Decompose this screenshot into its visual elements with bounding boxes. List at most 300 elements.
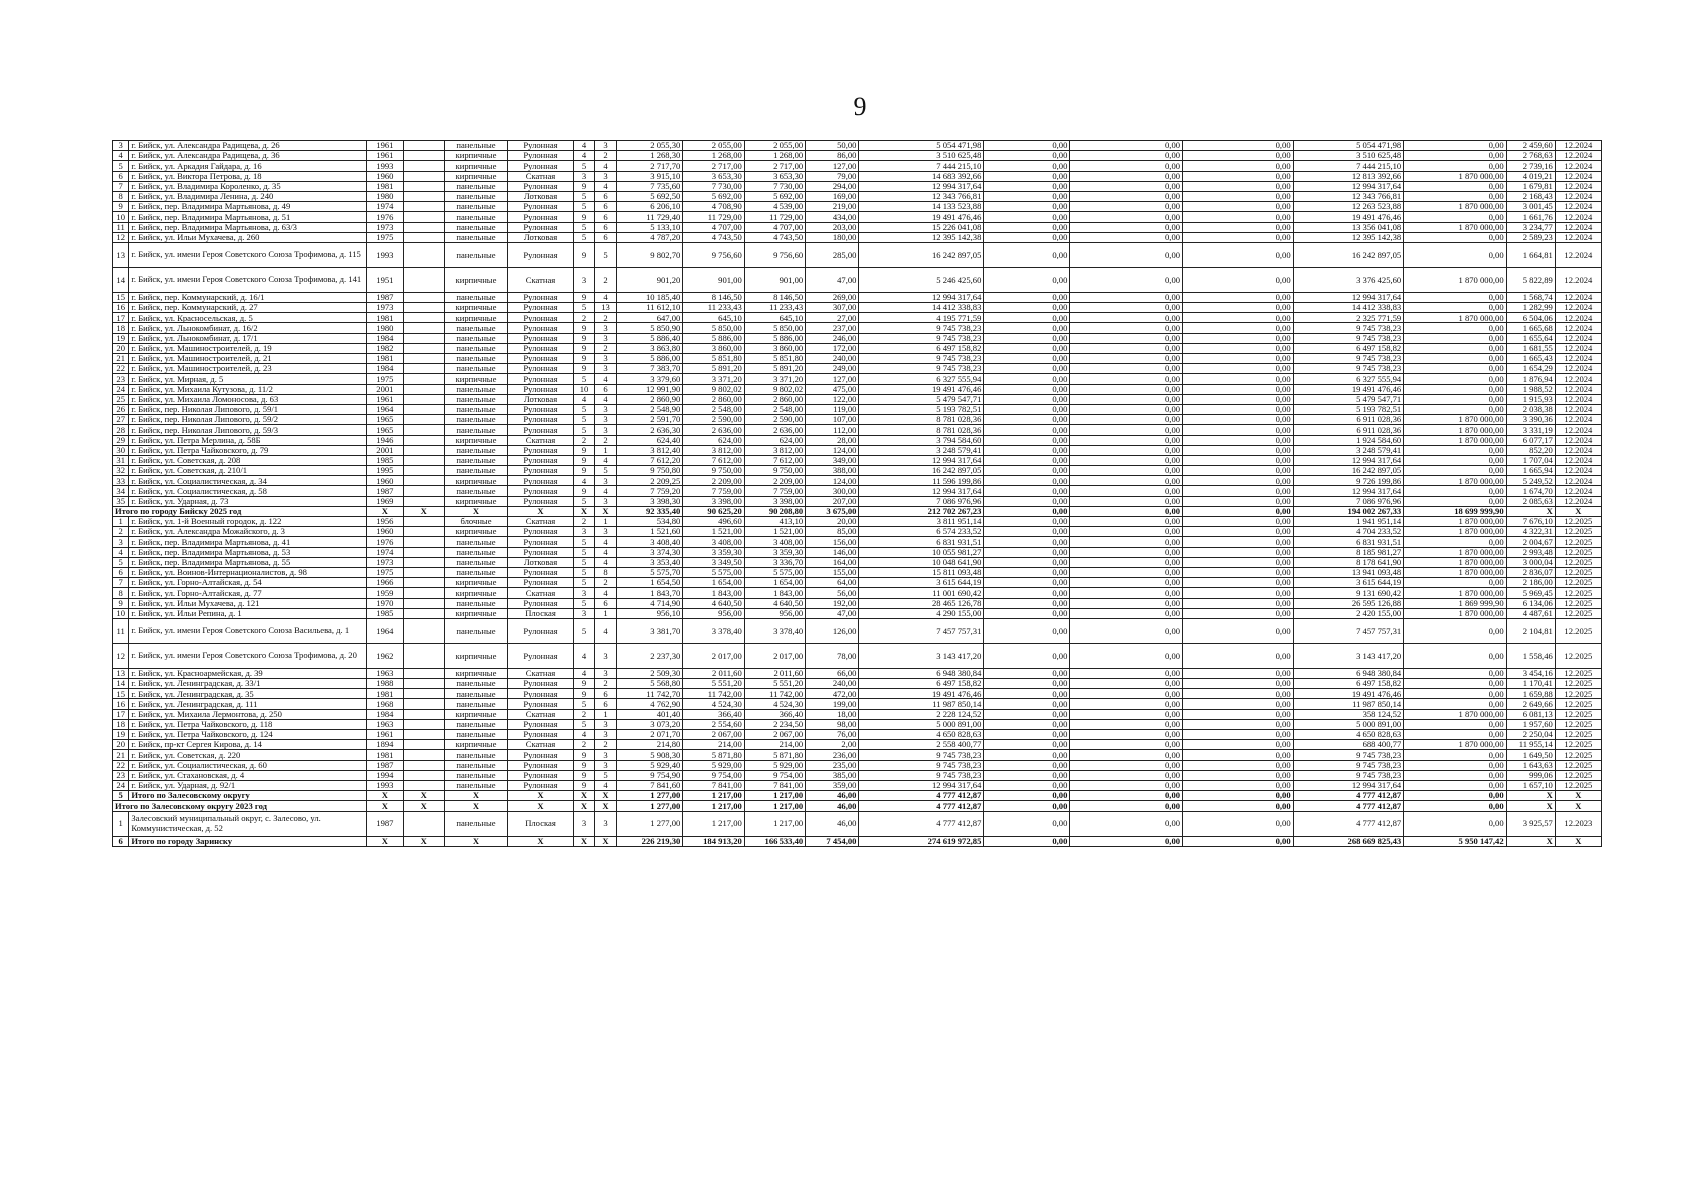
- row-number: 9: [113, 202, 129, 212]
- cell-f2: 0,00: [1070, 374, 1183, 384]
- cell-f3: 0,00: [1183, 313, 1294, 323]
- cell-en: X: [595, 801, 617, 811]
- cell-cost: 12 343 766,81: [859, 191, 984, 201]
- cell-year: 1976: [366, 537, 403, 547]
- cell-a2: 90 625,20: [683, 506, 744, 516]
- cell-f1: 0,00: [984, 374, 1070, 384]
- cell-f2: 0,00: [1070, 202, 1183, 212]
- cell-reg: 9 745 738,23: [1293, 354, 1404, 364]
- cell-roof: Рулонная: [508, 455, 574, 465]
- cell-f3: 0,00: [1183, 333, 1294, 343]
- address-cell: г. Бийск, ул. Владимира Короленко, д. 35: [129, 181, 367, 191]
- cell-f3: 0,00: [1183, 618, 1294, 643]
- row-number: 16: [113, 699, 129, 709]
- cell-unit: 7 676,10: [1506, 517, 1555, 527]
- cell-a3: 4 539,00: [744, 202, 805, 212]
- row-number: 25: [113, 394, 129, 404]
- cell-mat: кирпичные: [444, 171, 507, 181]
- cell-en: X: [595, 791, 617, 801]
- address-cell: г. Бийск, ул. Советская, д. 208: [129, 455, 367, 465]
- cell-a3: 2 590,00: [744, 415, 805, 425]
- cell-a1: 7 612,20: [616, 455, 683, 465]
- cell-year: 1987: [366, 811, 403, 836]
- cell-a2: 2 011,60: [683, 668, 744, 678]
- address-cell: г. Бийск, ул. Аркадия Гайдара, д. 16: [129, 161, 367, 171]
- cell-reg: 12 343 766,81: [1293, 191, 1404, 201]
- cell-date: 12.2025: [1555, 689, 1601, 699]
- row-number: 19: [113, 333, 129, 343]
- table-row: [113, 425, 1602, 435]
- cell-f1: 0,00: [984, 679, 1070, 689]
- cell-roof: Рулонная: [508, 730, 574, 740]
- cell-f2: 0,00: [1070, 364, 1183, 374]
- cell-a2: 3 371,20: [683, 374, 744, 384]
- cell-own: 1 870 000,00: [1404, 740, 1506, 750]
- cell-mat: панельные: [444, 364, 507, 374]
- cell-f1: 0,00: [984, 598, 1070, 608]
- cell-unit: 3 001,45: [1506, 202, 1555, 212]
- cell-c3: [403, 191, 444, 201]
- cell-roof: Рулонная: [508, 303, 574, 313]
- cell-reg: 6 948 380,84: [1293, 668, 1404, 678]
- row-number: 23: [113, 374, 129, 384]
- cell-roof: Рулонная: [508, 750, 574, 760]
- cell-f1: 0,00: [984, 699, 1070, 709]
- cell-fl: 4: [573, 643, 595, 668]
- cell-roof: Рулонная: [508, 486, 574, 496]
- table-row: [113, 303, 1602, 313]
- cell-mat: панельные: [444, 750, 507, 760]
- cell-f3: 0,00: [1183, 404, 1294, 414]
- cell-unit: 1 674,70: [1506, 486, 1555, 496]
- cell-p: 434,00: [806, 212, 859, 222]
- table-body: [113, 141, 1602, 847]
- cell-own: 0,00: [1404, 181, 1506, 191]
- cell-fl: 9: [573, 323, 595, 333]
- cell-fl: 9: [573, 689, 595, 699]
- cell-unit: 1 568,74: [1506, 292, 1555, 302]
- cell-f3: 0,00: [1183, 151, 1294, 161]
- cell-fl: 4: [573, 394, 595, 404]
- row-number: 15: [113, 689, 129, 699]
- cell-a1: 12 991,90: [616, 384, 683, 394]
- cell-f1: 0,00: [984, 404, 1070, 414]
- cell-date: 12.2025: [1555, 740, 1601, 750]
- cell-roof: Рулонная: [508, 527, 574, 537]
- cell-date: 12.2025: [1555, 588, 1601, 598]
- cell-date: 12.2024: [1555, 384, 1601, 394]
- cell-a3: 645,10: [744, 313, 805, 323]
- cell-unit: 2 168,43: [1506, 191, 1555, 201]
- cell-mat: кирпичные: [444, 740, 507, 750]
- cell-a2: 3 398,00: [683, 496, 744, 506]
- cell-p: 269,00: [806, 292, 859, 302]
- cell-p: 2,00: [806, 740, 859, 750]
- cell-f1: 0,00: [984, 343, 1070, 353]
- cell-fl: 3: [573, 527, 595, 537]
- cell-a3: 4 640,50: [744, 598, 805, 608]
- cell-a3: 1 843,00: [744, 588, 805, 598]
- cell-reg: 16 242 897,05: [1293, 466, 1404, 476]
- cell-year: 1981: [366, 689, 403, 699]
- cell-roof: Скатная: [508, 709, 574, 719]
- row-number: 21: [113, 354, 129, 364]
- cell-a1: 5 850,90: [616, 323, 683, 333]
- row-number: 8: [113, 588, 129, 598]
- cell-year: 1980: [366, 323, 403, 333]
- row-number: 22: [113, 364, 129, 374]
- cell-f1: 0,00: [984, 476, 1070, 486]
- cell-year: 1966: [366, 578, 403, 588]
- cell-c3: [403, 557, 444, 567]
- cell-c3: [403, 323, 444, 333]
- cell-date: 12.2024: [1555, 476, 1601, 486]
- cell-a1: 5 133,10: [616, 222, 683, 232]
- address-cell: г. Бийск, ул. 1-й Военный городок, д. 122: [129, 517, 367, 527]
- cell-a2: 2 860,00: [683, 394, 744, 404]
- cell-fl: 9: [573, 750, 595, 760]
- cell-fl: 3: [573, 588, 595, 598]
- cell-f3: 0,00: [1183, 608, 1294, 618]
- cell-own: 0,00: [1404, 161, 1506, 171]
- cell-c3: [403, 730, 444, 740]
- cell-own: 1 870 000,00: [1404, 588, 1506, 598]
- cell-own: 0,00: [1404, 770, 1506, 780]
- cell-f2: 0,00: [1070, 668, 1183, 678]
- cell-roof: X: [508, 791, 574, 801]
- cell-p: 122,00: [806, 394, 859, 404]
- cell-own: 1 870 000,00: [1404, 435, 1506, 445]
- cell-p: 119,00: [806, 404, 859, 414]
- cell-roof: Скатная: [508, 668, 574, 678]
- table-row: [113, 415, 1602, 425]
- cell-mat: панельные: [444, 404, 507, 414]
- cell-reg: 268 669 825,43: [1293, 836, 1404, 846]
- address-cell: г. Бийск, пер. Владимира Мартьянова, д. 55: [129, 557, 367, 567]
- cell-a2: 3 812,00: [683, 445, 744, 455]
- cell-date: 12.2025: [1555, 557, 1601, 567]
- cell-p: 219,00: [806, 202, 859, 212]
- cell-unit: 11 955,14: [1506, 740, 1555, 750]
- cell-date: 12.2025: [1555, 750, 1601, 760]
- cell-roof: Рулонная: [508, 770, 574, 780]
- cell-f2: 0,00: [1070, 811, 1183, 836]
- table-row: [113, 343, 1602, 353]
- cell-f1: 0,00: [984, 517, 1070, 527]
- cell-f2: 0,00: [1070, 780, 1183, 790]
- cell-en: 6: [595, 384, 617, 394]
- cell-a2: 8 146,50: [683, 292, 744, 302]
- cell-en: 3: [595, 141, 617, 151]
- address-cell: г. Бийск, пр-кт Сергея Кирова, д. 14: [129, 740, 367, 750]
- cell-f2: 0,00: [1070, 486, 1183, 496]
- cell-c3: X: [403, 836, 444, 846]
- cell-f2: 0,00: [1070, 598, 1183, 608]
- cell-cost: 9 745 738,23: [859, 323, 984, 333]
- cell-a3: 11 742,00: [744, 689, 805, 699]
- cell-f2: 0,00: [1070, 770, 1183, 780]
- cell-date: 12.2025: [1555, 517, 1601, 527]
- address-cell: г. Бийск, ул. Михаила Кутузова, д. 11/2: [129, 384, 367, 394]
- cell-mat: панельные: [444, 486, 507, 496]
- cell-a2: 2 548,00: [683, 404, 744, 414]
- cell-a1: 2 071,70: [616, 730, 683, 740]
- cell-date: 12.2024: [1555, 267, 1601, 292]
- cell-own: 0,00: [1404, 242, 1506, 267]
- table-row: [113, 730, 1602, 740]
- address-cell: г. Бийск, пер. Николая Липового, д. 59/3: [129, 425, 367, 435]
- cell-reg: 194 002 267,33: [1293, 506, 1404, 516]
- table-row: [113, 557, 1602, 567]
- cell-a1: 1 277,00: [616, 811, 683, 836]
- cell-a1: 9 754,90: [616, 770, 683, 780]
- row-number: 12: [113, 643, 129, 668]
- cell-date: 12.2025: [1555, 668, 1601, 678]
- cell-en: 4: [595, 780, 617, 790]
- cell-c3: [403, 780, 444, 790]
- cell-unit: 2 459,60: [1506, 141, 1555, 151]
- cell-fl: 5: [573, 547, 595, 557]
- cell-fl: 9: [573, 445, 595, 455]
- cell-date: 12.2024: [1555, 141, 1601, 151]
- address-cell: г. Бийск, ул. Александра Можайского, д. 3: [129, 527, 367, 537]
- table-row: [113, 689, 1602, 699]
- cell-c3: [403, 404, 444, 414]
- cell-mat: кирпичные: [444, 374, 507, 384]
- cell-c3: [403, 313, 444, 323]
- address-cell: г. Бийск, ул. Социалистическая, д. 60: [129, 760, 367, 770]
- cell-f3: 0,00: [1183, 466, 1294, 476]
- cell-f2: 0,00: [1070, 313, 1183, 323]
- cell-fl: X: [573, 836, 595, 846]
- cell-unit: 2 104,81: [1506, 618, 1555, 643]
- cell-p: 164,00: [806, 557, 859, 567]
- cell-mat: панельные: [444, 618, 507, 643]
- cell-f3: 0,00: [1183, 202, 1294, 212]
- cell-date: 12.2025: [1555, 780, 1601, 790]
- cell-year: 1960: [366, 171, 403, 181]
- cell-p: 300,00: [806, 486, 859, 496]
- cell-roof: Рулонная: [508, 343, 574, 353]
- cell-year: 1973: [366, 222, 403, 232]
- cell-cost: 8 781 028,36: [859, 425, 984, 435]
- cell-en: 2: [595, 578, 617, 588]
- cell-a3: 9 754,00: [744, 770, 805, 780]
- cell-c3: [403, 384, 444, 394]
- cell-en: 2: [595, 343, 617, 353]
- cell-f1: 0,00: [984, 303, 1070, 313]
- table-row: [113, 750, 1602, 760]
- cell-f2: 0,00: [1070, 333, 1183, 343]
- cell-p: 64,00: [806, 578, 859, 588]
- cell-f1: 0,00: [984, 384, 1070, 394]
- cell-a1: 2 860,90: [616, 394, 683, 404]
- cell-cost: 9 745 738,23: [859, 770, 984, 780]
- table-row: [113, 171, 1602, 181]
- address-cell: г. Бийск, ул. Мирная, д. 5: [129, 374, 367, 384]
- cell-date: 12.2024: [1555, 151, 1601, 161]
- cell-roof: Рулонная: [508, 679, 574, 689]
- row-number: 9: [113, 598, 129, 608]
- cell-year: 1946: [366, 435, 403, 445]
- cell-a3: 4 707,00: [744, 222, 805, 232]
- cell-own: 0,00: [1404, 689, 1506, 699]
- cell-date: 12.2024: [1555, 333, 1601, 343]
- cell-en: X: [595, 836, 617, 846]
- cell-a2: 5 871,80: [683, 750, 744, 760]
- cell-reg: 1 941 951,14: [1293, 517, 1404, 527]
- cell-a1: 3 398,30: [616, 496, 683, 506]
- address-cell: г. Бийск, ул. Петра Чайковского, д. 79: [129, 445, 367, 455]
- cell-reg: 3 510 625,48: [1293, 151, 1404, 161]
- cell-c3: [403, 455, 444, 465]
- cell-mat: кирпичные: [444, 709, 507, 719]
- cell-cost: 3 143 417,20: [859, 643, 984, 668]
- cell-f1: 0,00: [984, 333, 1070, 343]
- cell-unit: 999,06: [1506, 770, 1555, 780]
- cell-reg: 9 745 738,23: [1293, 364, 1404, 374]
- table-row: [113, 141, 1602, 151]
- cell-cost: 2 228 124,52: [859, 709, 984, 719]
- cell-fl: 9: [573, 760, 595, 770]
- cell-a2: 3 378,40: [683, 618, 744, 643]
- cell-year: 1951: [366, 267, 403, 292]
- cell-mat: панельные: [444, 547, 507, 557]
- table-row: [113, 643, 1602, 668]
- cell-mat: панельные: [444, 141, 507, 151]
- row-number: 30: [113, 445, 129, 455]
- cell-a1: 214,80: [616, 740, 683, 750]
- cell-year: 1981: [366, 750, 403, 760]
- cell-reg: 2 325 771,59: [1293, 313, 1404, 323]
- cell-a3: 11 729,00: [744, 212, 805, 222]
- cell-a2: 11 742,00: [683, 689, 744, 699]
- cell-en: 3: [595, 527, 617, 537]
- cell-p: 199,00: [806, 699, 859, 709]
- cell-p: 50,00: [806, 141, 859, 151]
- cell-unit: 1 665,43: [1506, 354, 1555, 364]
- cell-a3: 2 209,00: [744, 476, 805, 486]
- cell-cost: 15 226 041,08: [859, 222, 984, 232]
- cell-f1: 0,00: [984, 527, 1070, 537]
- cell-p: 127,00: [806, 161, 859, 171]
- cell-own: 0,00: [1404, 496, 1506, 506]
- cell-unit: 2 589,23: [1506, 232, 1555, 242]
- cell-f3: 0,00: [1183, 770, 1294, 780]
- address-cell: г. Бийск, пер. Николая Липового, д. 59/2: [129, 415, 367, 425]
- cell-en: 3: [595, 719, 617, 729]
- cell-date: 12.2025: [1555, 598, 1601, 608]
- cell-a2: 2 055,00: [683, 141, 744, 151]
- cell-cost: 11 001 690,42: [859, 588, 984, 598]
- table-row: [113, 384, 1602, 394]
- cell-p: 155,00: [806, 567, 859, 577]
- cell-en: 4: [595, 394, 617, 404]
- address-cell: г. Бийск, ул. Горно-Алтайская, д. 77: [129, 588, 367, 598]
- cell-f3: 0,00: [1183, 506, 1294, 516]
- table-row: [113, 222, 1602, 232]
- cell-f2: 0,00: [1070, 455, 1183, 465]
- cell-own: 1 870 000,00: [1404, 313, 1506, 323]
- cell-a1: 624,40: [616, 435, 683, 445]
- cell-year: 1985: [366, 608, 403, 618]
- table-total-row: [113, 506, 1602, 516]
- cell-p: 475,00: [806, 384, 859, 394]
- cell-f1: 0,00: [984, 292, 1070, 302]
- cell-a1: 2 509,30: [616, 668, 683, 678]
- cell-a3: 5 929,00: [744, 760, 805, 770]
- cell-f1: 0,00: [984, 435, 1070, 445]
- cell-a2: 624,00: [683, 435, 744, 445]
- cell-p: 237,00: [806, 323, 859, 333]
- table-row: [113, 567, 1602, 577]
- cell-a1: 7 383,70: [616, 364, 683, 374]
- cell-roof: X: [508, 836, 574, 846]
- housing-repair-table: [112, 140, 1602, 847]
- cell-fl: 5: [573, 374, 595, 384]
- cell-own: 0,00: [1404, 730, 1506, 740]
- cell-a2: 11 233,43: [683, 303, 744, 313]
- cell-c3: [403, 292, 444, 302]
- cell-a1: 3 381,70: [616, 618, 683, 643]
- cell-mat: панельные: [444, 191, 507, 201]
- row-number: 33: [113, 476, 129, 486]
- cell-own: 0,00: [1404, 364, 1506, 374]
- cell-roof: Рулонная: [508, 476, 574, 486]
- cell-unit: 1 707,04: [1506, 455, 1555, 465]
- cell-a2: 3 860,00: [683, 343, 744, 353]
- row-number: 11: [113, 222, 129, 232]
- table-row: [113, 598, 1602, 608]
- cell-p: 285,00: [806, 242, 859, 267]
- row-number: 16: [113, 303, 129, 313]
- cell-f3: 0,00: [1183, 588, 1294, 598]
- cell-fl: X: [573, 506, 595, 516]
- cell-unit: 1 988,52: [1506, 384, 1555, 394]
- cell-f1: 0,00: [984, 643, 1070, 668]
- cell-a2: 645,10: [683, 313, 744, 323]
- cell-en: 1: [595, 445, 617, 455]
- table-row: [113, 313, 1602, 323]
- cell-p: 192,00: [806, 598, 859, 608]
- cell-f2: 0,00: [1070, 496, 1183, 506]
- cell-mat: X: [444, 506, 507, 516]
- cell-a3: 8 146,50: [744, 292, 805, 302]
- cell-en: 3: [595, 415, 617, 425]
- cell-a1: 401,40: [616, 709, 683, 719]
- cell-year: 1961: [366, 141, 403, 151]
- cell-f3: 0,00: [1183, 242, 1294, 267]
- cell-reg: 16 242 897,05: [1293, 242, 1404, 267]
- cell-f3: 0,00: [1183, 679, 1294, 689]
- cell-p: 156,00: [806, 537, 859, 547]
- cell-cost: 9 745 738,23: [859, 354, 984, 364]
- cell-p: 66,00: [806, 668, 859, 678]
- address-cell: г. Бийск, пер. Владимира Мартьянова, д. 63/3: [129, 222, 367, 232]
- cell-reg: 6 327 555,94: [1293, 374, 1404, 384]
- cell-c3: [403, 527, 444, 537]
- cell-a2: 2 590,00: [683, 415, 744, 425]
- cell-mat: панельные: [444, 679, 507, 689]
- cell-a1: 226 219,30: [616, 836, 683, 846]
- cell-p: 46,00: [806, 801, 859, 811]
- cell-reg: 5 000 891,00: [1293, 719, 1404, 729]
- cell-en: 6: [595, 202, 617, 212]
- cell-year: 1975: [366, 232, 403, 242]
- cell-f3: 0,00: [1183, 547, 1294, 557]
- cell-cost: 5 246 425,60: [859, 267, 984, 292]
- cell-reg: 6 497 158,82: [1293, 343, 1404, 353]
